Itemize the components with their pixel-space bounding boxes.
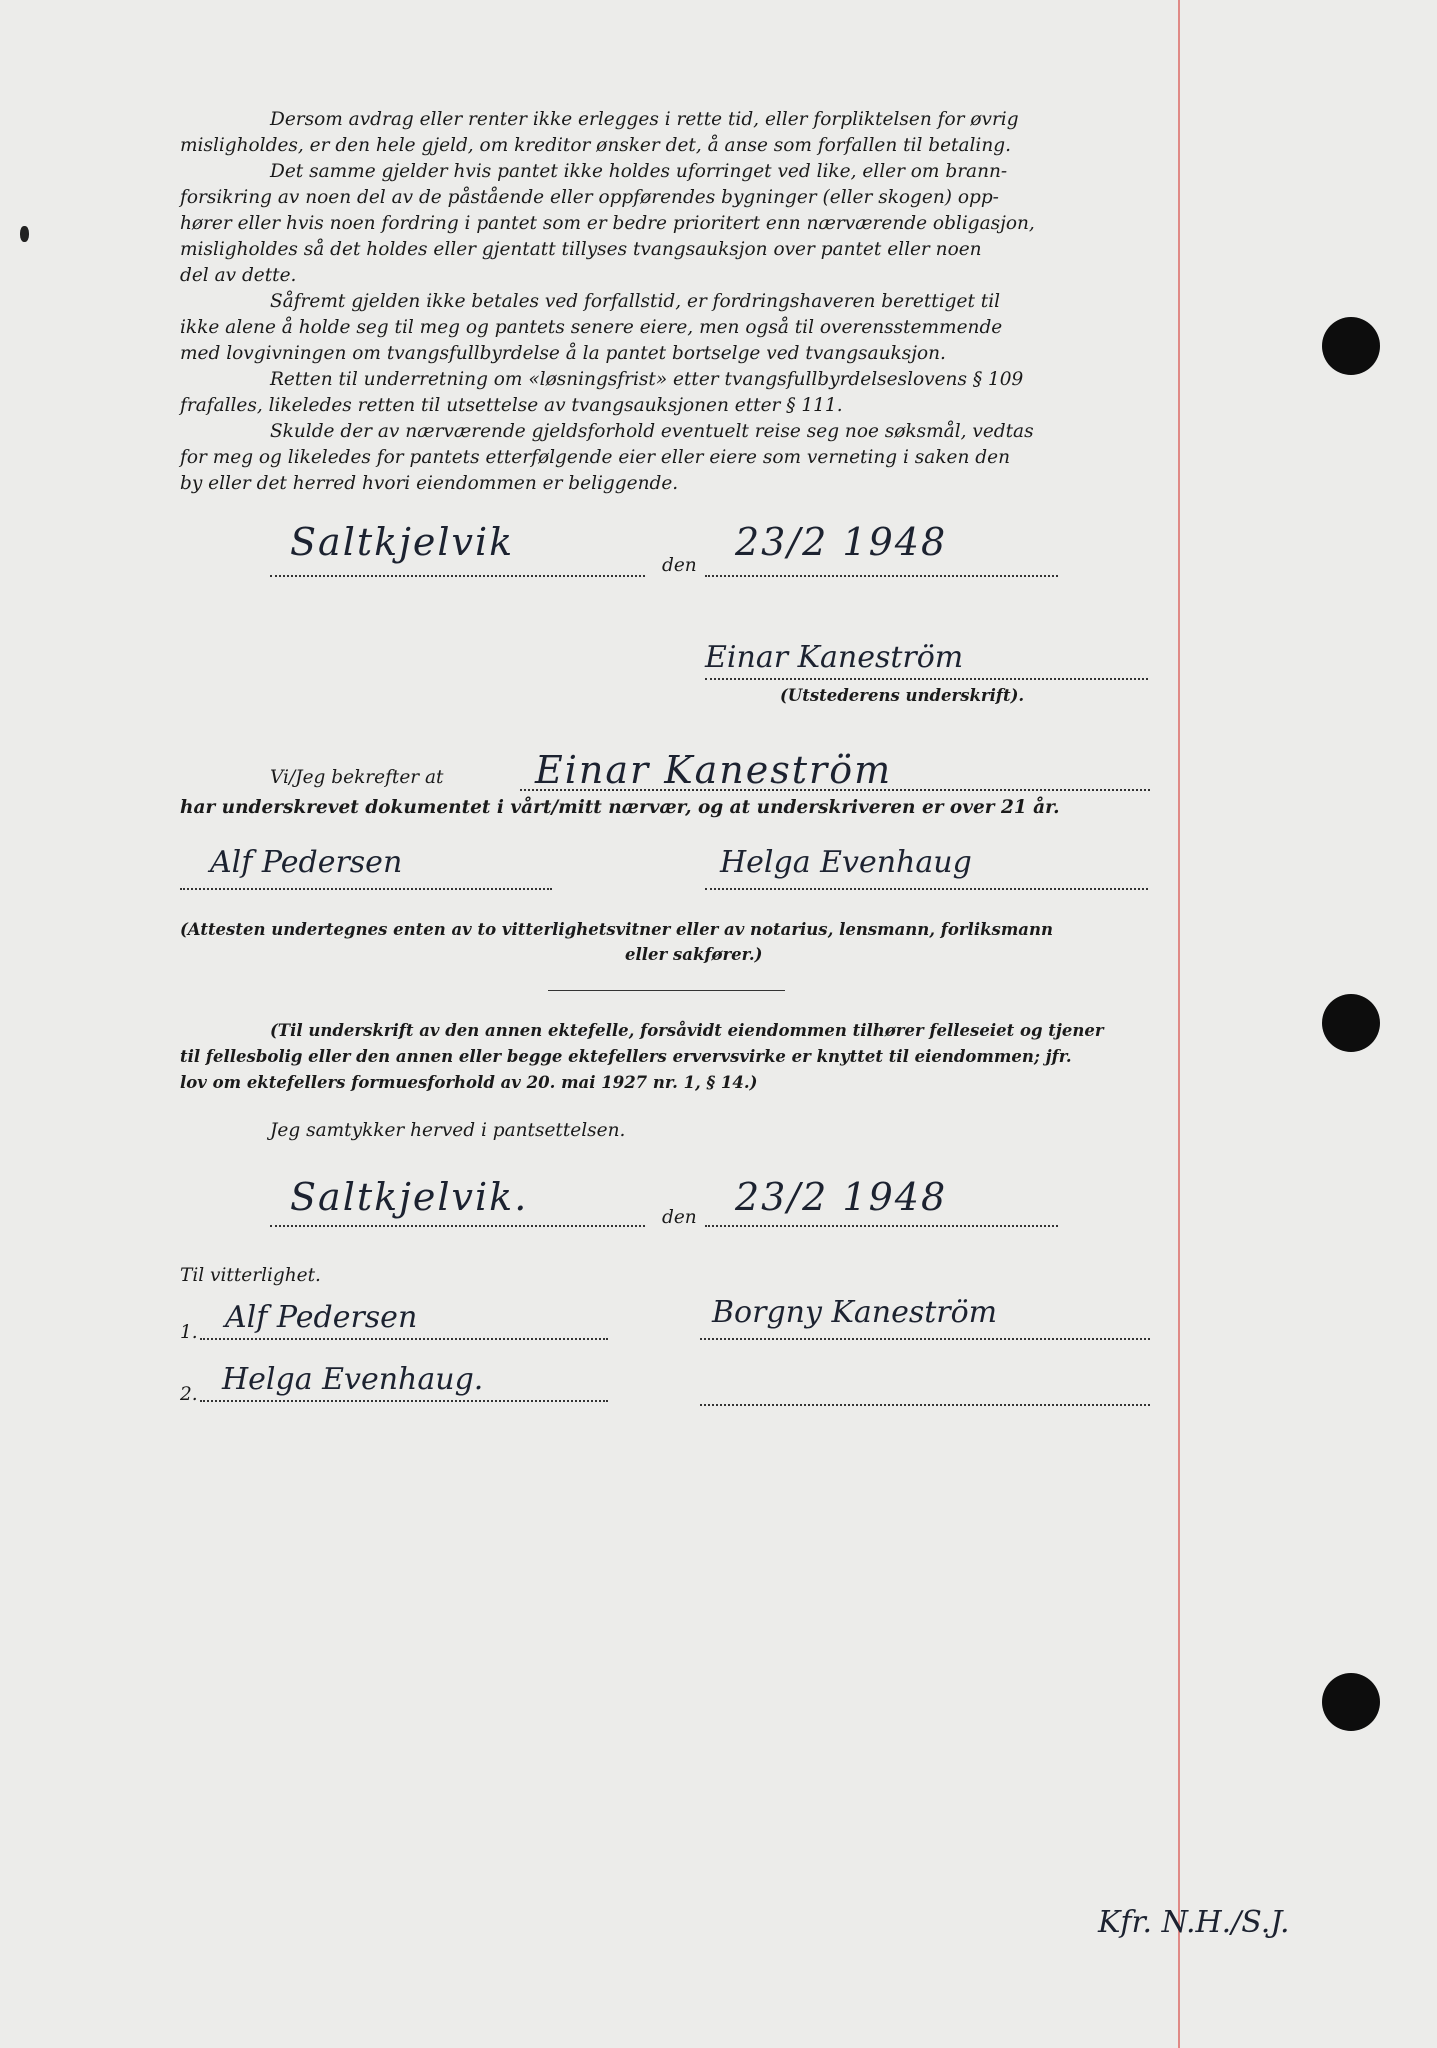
- paragraph-line: Skulde der av nærværende gjeldsforhold eventuelt reise seg noe søksmål, vedtas: [270, 421, 1034, 442]
- place2-line: [270, 1225, 645, 1227]
- ink-speck: [20, 226, 29, 242]
- den-label: den: [662, 555, 697, 576]
- witness-heading: Til vitterlighet.: [180, 1265, 321, 1286]
- paragraph-line: misligholdes, er den hele gjeld, om kreditor ønsker det, å anse som forfallen til betaling.: [180, 135, 1011, 156]
- place-handwritten: Saltkjelvik: [290, 520, 515, 564]
- paragraph-line: Retten til underretning om «løsningsfrist» etter tvangsfullbyrdelseslovens § 109: [270, 369, 1024, 390]
- witness-line-1: [200, 1338, 608, 1340]
- witness1-signature: Alf Pedersen: [210, 845, 403, 880]
- witness2-line: [705, 888, 1148, 890]
- attest-note-line: (Attesten undertegnes enten av to vitterlighetsvitner eller av notarius, lensmann, forliksmann: [180, 920, 1053, 939]
- date-line: [705, 575, 1058, 577]
- place-line: [270, 575, 645, 577]
- corner-annotation: Kfr. N.H./S.J.: [1098, 1905, 1290, 1940]
- paragraph-line: Det samme gjelder hvis pantet ikke holdes uforringet ved like, eller om brann-: [270, 161, 1008, 182]
- section-divider: [548, 990, 785, 991]
- paragraph-line: del av dette.: [180, 265, 297, 286]
- paragraph-line: frafalles, likeledes retten til utsettelse av tvangsauksjonen etter § 111.: [180, 395, 843, 416]
- witness1-line: [180, 888, 552, 890]
- date2-handwritten: 23/2 1948: [735, 1175, 948, 1219]
- attest-note-line: eller sakfører.): [625, 945, 763, 964]
- witness-number: 1.: [180, 1322, 198, 1343]
- spouse-line-2: [700, 1404, 1150, 1406]
- paragraph-line: forsikring av noen del av de påstående eller oppførendes bygninger (eller skogen) opp-: [180, 187, 999, 208]
- paragraph-line: med lovgivningen om tvangsfullbyrdelse å la pantet bortselge ved tvangsauksjon.: [180, 343, 946, 364]
- paragraph-line: for meg og likeledes for pantets etterfølgende eier eller eiere som verneting i saken den: [180, 447, 1010, 468]
- paragraph-line: Dersom avdrag eller renter ikke erlegges i rette tid, eller forpliktelsen for øvrig: [270, 109, 1019, 130]
- paragraph-line: ikke alene å holde seg til meg og pantets senere eiere, men også til overensstemmende: [180, 317, 1003, 338]
- issuer-signature: Einar Kaneström: [705, 640, 964, 675]
- issuer-signature-line: [705, 678, 1148, 680]
- punch-hole-middle: [1322, 994, 1380, 1052]
- witness-line-2: [200, 1400, 608, 1402]
- spouse-note-line: lov om ektefellers formuesforhold av 20. mai 1927 nr. 1, § 14.): [180, 1073, 758, 1092]
- spouse-note-line: til fellesbolig eller den annen eller begge ektefellers ervervsvirke er knyttet til eiendommen; jfr.: [180, 1047, 1072, 1066]
- paragraph-line: Såfremt gjelden ikke betales ved forfallstid, er fordringshaveren berettiget til: [270, 291, 1001, 312]
- issuer-label: (Utstederens underskrift).: [780, 686, 1025, 705]
- witness-number: 2.: [180, 1384, 198, 1405]
- red-margin-line: [1178, 0, 1180, 2048]
- spouse-note-line: (Til underskrift av den annen ektefelle, forsåvidt eiendommen tilhører felleseiet og tjener: [270, 1021, 1104, 1040]
- den2-label: den: [662, 1207, 697, 1228]
- spouse-line: [700, 1338, 1150, 1340]
- confirm-name-line: [520, 789, 1150, 791]
- witness-signature-2: Helga Evenhaug.: [222, 1362, 484, 1397]
- spouse-signature: Borgny Kaneström: [712, 1295, 998, 1330]
- witness-signature-1: Alf Pedersen: [225, 1300, 418, 1335]
- paragraph-line: hører eller hvis noen fordring i pantet som er bedre prioritert enn nærværende obligasjon,: [180, 213, 1035, 234]
- place2-handwritten: Saltkjelvik.: [290, 1175, 529, 1219]
- punch-hole-top: [1322, 317, 1380, 375]
- date2-line: [705, 1225, 1058, 1227]
- confirm-name-handwritten: Einar Kaneström: [535, 748, 893, 792]
- paragraph-line: by eller det herred hvori eiendommen er beliggende.: [180, 473, 679, 494]
- date-handwritten: 23/2 1948: [735, 520, 948, 564]
- punch-hole-bottom: [1322, 1673, 1380, 1731]
- confirm-prefix: Vi/Jeg bekrefter at: [270, 767, 444, 788]
- witness2-signature: Helga Evenhaug: [720, 845, 972, 880]
- confirm-line: har underskrevet dokumentet i vårt/mitt nærvær, og at underskriveren er over 21 år.: [180, 797, 1060, 818]
- consent-text: Jeg samtykker herved i pantsettelsen.: [270, 1120, 626, 1141]
- paragraph-line: misligholdes så det holdes eller gjentatt tillyses tvangsauksjon over pantet eller noen: [180, 239, 982, 260]
